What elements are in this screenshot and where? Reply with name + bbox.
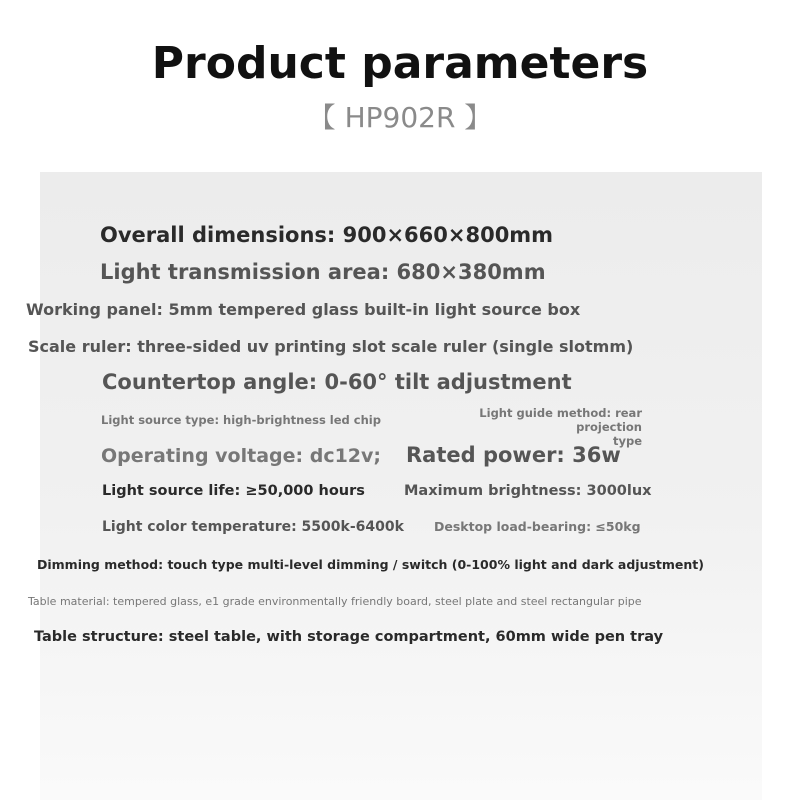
spec-overall-dimensions: Overall dimensions: 900×660×800mm	[100, 223, 554, 247]
model-number: 【 HP902R 】	[307, 101, 493, 134]
spec-dimming-method: Dimming method: touch type multi-level dimming / switch (0-100% light and dark adjustment)	[37, 557, 704, 572]
spec-maximum-brightness: Maximum brightness: 3000lux	[404, 483, 652, 499]
page-title: Product parameters	[151, 38, 649, 89]
spec-operating-voltage: Operating voltage: dc12v;	[101, 445, 382, 467]
spec-working-panel: Working panel: 5mm tempered glass built-in light source box	[26, 300, 581, 319]
spec-light-guide-method-line1: Light guide method: rear projection	[479, 406, 642, 434]
spec-light-source-type: Light source type: high-brightness led chip	[101, 413, 381, 427]
spec-scale-ruler: Scale ruler: three-sided uv printing slot scale ruler (single slotmm)	[28, 337, 634, 356]
spec-countertop-angle: Countertop angle: 0-60° tilt adjustment	[102, 370, 572, 394]
spec-desktop-load-bearing: Desktop load-bearing: ≤50kg	[434, 519, 641, 534]
spec-table-material: Table material: tempered glass, e1 grade environmentally friendly board, steel plate and steel rectangular pipe	[28, 595, 642, 608]
spec-light-guide-method-line2: type	[612, 434, 642, 448]
spec-light-transmission-area: Light transmission area: 680×380mm	[100, 260, 546, 284]
spec-light-color-temperature: Light color temperature: 5500k-6400k	[102, 519, 404, 535]
spec-light-source-life: Light source life: ≥50,000 hours	[102, 483, 365, 499]
spec-rated-power: Rated power: 36w	[406, 443, 621, 467]
spec-table-structure: Table structure: steel table, with storage compartment, 60mm wide pen tray	[34, 629, 664, 645]
spec-light-guide-method	[420, 406, 642, 448]
